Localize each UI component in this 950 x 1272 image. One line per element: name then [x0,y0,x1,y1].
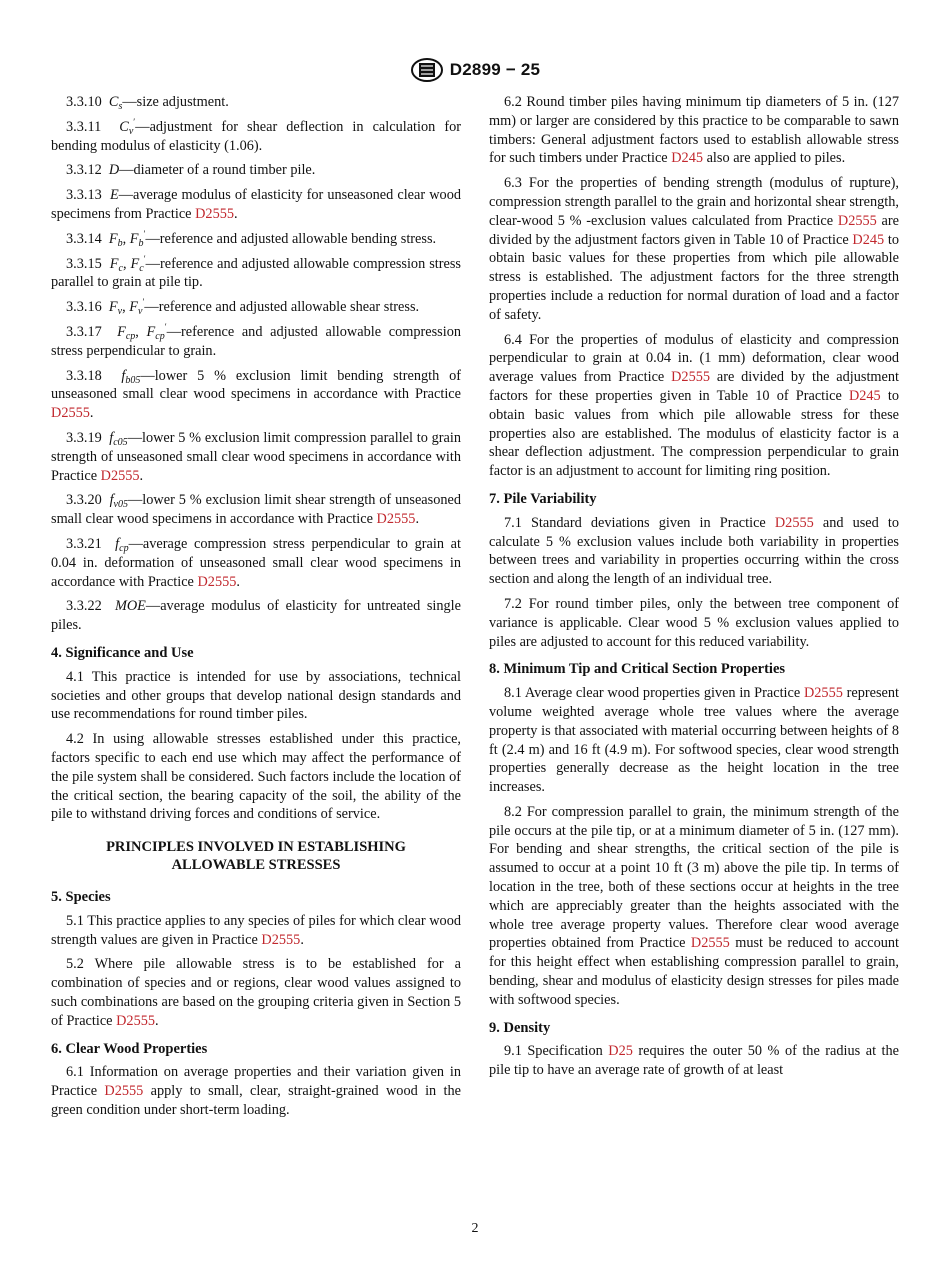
paragraph-6-1: 6.1 Information on average properties and their variation given in Practice D2555 apply to small, clear, straight-grained wood in the green condition under short-term loading. [51,1064,461,1119]
paragraph-8-1: 8.1 Average clear wood properties given in Practice D2555 represent volume weighted average whole tree values where the average property is that associated with material occurring between heights of 8 ft (2.4 m) and 16 ft (4.9 m). For softwood species, clear wood strength properties generally decrease as the height location in the tree increases. [489,685,900,796]
left-column [51,93,461,1126]
d245-link[interactable]: D245 [848,387,881,404]
paragraph-9-1: 9.1 Specification D25 requires the outer 50 % of the radius at the pile tip to have an average rate of growth of at least [489,1043,899,1079]
d2555-link[interactable]: D2555 [195,205,235,222]
d2555-link[interactable]: D2555 [774,514,814,531]
d2555-link[interactable]: D2555 [51,405,90,422]
d2555-link[interactable]: D2555 [100,467,140,484]
definition-3-3-15: 3.3.15 $F_c$, $F_c'—reference$ and adjusted allowable compression stress parallel to grain at pile tip. [51,253,461,291]
definition-3-3-14: 3.3.14 $F_b$, $F_b'—reference$ and adjusted allowable bending stress. [66,228,437,249]
definition-3-3-17: 3.3.17 $F_{cp}$, $F_{cp}'—reference$ and adjusted allowable compression stress perpendicular to grain. [51,321,461,359]
d2555-link[interactable]: D2555 [671,369,711,386]
d2555-link[interactable]: D2555 [803,685,843,702]
d245-link[interactable]: D245 [852,231,885,248]
d2555-link[interactable]: D2555 [261,931,301,948]
definition-3-3-22: 3.3.22 MOE—average modulus of elasticity for untreated single piles. [51,598,461,634]
section-5-heading: 5. Species [51,889,111,906]
paragraph-8-2: 8.2 For compression parallel to grain, the minimum strength of the pile occurs at the pile tip, or at a minimum diameter of 5 in. (127 mm). For bending and shear strengths, the critical section of the pile is assumed to occur at a point 10 ft (3 m) above the pile tip. In terms of location in the tree, both of these sections occur at heights in the tree which are appreciably greater than the heights associated with the whole tree average property values. Therefore clear wood average properties obtained from Practice D2555 must be reduced to account for this height effect when establishing compression parallel to grain, bending, shear and modulus of elasticity design stresses for piles made with softwood species. [489,803,899,1008]
definition-3-3-11: 3.3.11 $C_v'—adjustment$ for shear deflection in calculation for bending modulus of elasticity (1.06). [51,116,462,154]
paragraph-4-2: 4.2 In using allowable stresses established under this practice, factors specific to each end use which may affect the performance of the pile system shall be considered. Such factors include the location of the critical section, the bearing capacity of the soil, the ability of the pile to withstand driving forces and conditions of service. [51,731,461,823]
definition-3-3-20: 3.3.20 $f_{v05}—lower$ 5 % exclusion limit shear strength of unseasoned small clear wood specimens in accordance with Practice D2555. [51,492,461,528]
d2555-link[interactable]: D2555 [837,212,877,229]
definition-3-3-10: 3.3.10 $C_s—size$ adjustment. [66,94,229,112]
paragraph-5-1: 5.1 This practice applies to any species of piles for which clear wood strength values are given in Practice D2555. [51,912,461,948]
definition-3-3-19: 3.3.19 $f_{c05}—lower$ 5 % exclusion limit compression parallel to grain strength of unseasoned small clear wood specimens in accordance with Practice D2555. [51,429,461,484]
d2555-link[interactable]: D2555 [104,1083,144,1100]
section-7-heading: 7. Pile Variability [489,490,597,507]
paragraph-6-2: 6.2 Round timber piles having minimum tip diameters of 5 in. (127 mm) or larger are considered by this practice to be comparable to sawn timbers: General adjustment factors used to establish allowable stress for such timbers under Practice D245 also are applied to piles. [489,94,899,167]
paragraph-6-4: 6.4 For the properties of modulus of elasticity and compression perpendicular to grain at 0.04 in. (1 mm) deformation, clear wood average values from Practice D2555 are divided by the adjustment factors for these properties given in Table 10 of Practice D245 to obtain basic values from which pile allowable stress for these properties also are established. The modulus of elasticity factor is a shear deflection adjustment. The compression perpendicular to grain factor is an adjustment to account for limiting ring position. [489,331,899,480]
document-id: D2899 − 25 [449,60,541,79]
paragraph-5-2: 5.2 Where pile allowable stress is to be established for a combination of species and or regions, clear wood values assigned to such combinations are based on the grouping criteria given in Section 5 of Practice D2555. [51,956,461,1029]
definition-3-3-13: 3.3.13 E—average modulus of elasticity for unseasoned clear wood specimens from Practice D2555. [51,187,461,222]
section-4-heading: 4. Significance and Use [51,644,194,661]
paragraph-7-2: 7.2 For round timber piles, only the between tree component of variance is applicable. Clear wood 5 % exclusion values applied to piles are adjusted to account for this reduced variability. [489,595,899,650]
right-column [489,93,899,1086]
d25-link[interactable]: D25 [608,1043,633,1060]
section-9-heading: 9. Density [489,1019,551,1036]
d245-link[interactable]: D245 [671,150,704,167]
definition-3-3-12: 3.3.12 D—diameter of a round timber pile. [66,162,316,179]
paragraph-7-1: 7.1 Standard deviations given in Practice D2555 and used to calculate 5 % exclusion values include both variability in properties between trees and variability in properties occurring within the cross section and along the length of an individual tree. [489,514,899,588]
principles-heading: PRINCIPLES INVOLVED IN ESTABLISHING ALLOWABLE STRESSES [106,839,406,874]
definition-3-3-18: 3.3.18 $f_{b05}—lower$ 5 % exclusion limit bending strength of unseasoned small clear wood specimens in accordance with Practice D2555. [51,367,461,422]
section-6-heading: 6. Clear Wood Properties [51,1040,208,1057]
definition-3-3-16: 3.3.16 $F_v$, $F_v'—reference$ and adjusted allowable shear stress. [66,297,420,318]
page-header [0,55,950,85]
astm-logo-icon [410,57,444,83]
paragraph-4-1: 4.1 This practice is intended for use by associations, technical societies and other groups that develop national design standards and use recommendations for round timber piles. [51,668,461,723]
paragraph-6-3: 6.3 For the properties of bending strength (modulus of rupture), compression strength parallel to the grain and horizontal shear strength, clear-wood 5 % -exclusion values calculated from Practice D2555 are divided by the adjustment factors given in Table 10 of Practice D245 to obtain basic values for these properties from which pile allowable stress is established. The adjustment factors for the three strength properties include a reduction for normal duration of load and a factor of safety. [489,175,899,323]
d2555-link[interactable]: D2555 [376,511,416,528]
d2555-link[interactable]: D2555 [690,935,730,952]
d2555-link[interactable]: D2555 [197,573,237,590]
definition-3-3-21: 3.3.21 $f_{cp}—average$ compression stress perpendicular to grain at 0.04 in. deformation of unseasoned small clear wood specimens in accordance with Practice D2555. [51,535,461,590]
d2555-link[interactable]: D2555 [116,1012,156,1029]
section-8-heading: 8. Minimum Tip and Critical Section Properties [489,661,786,678]
page-number: 2 [471,1221,479,1236]
